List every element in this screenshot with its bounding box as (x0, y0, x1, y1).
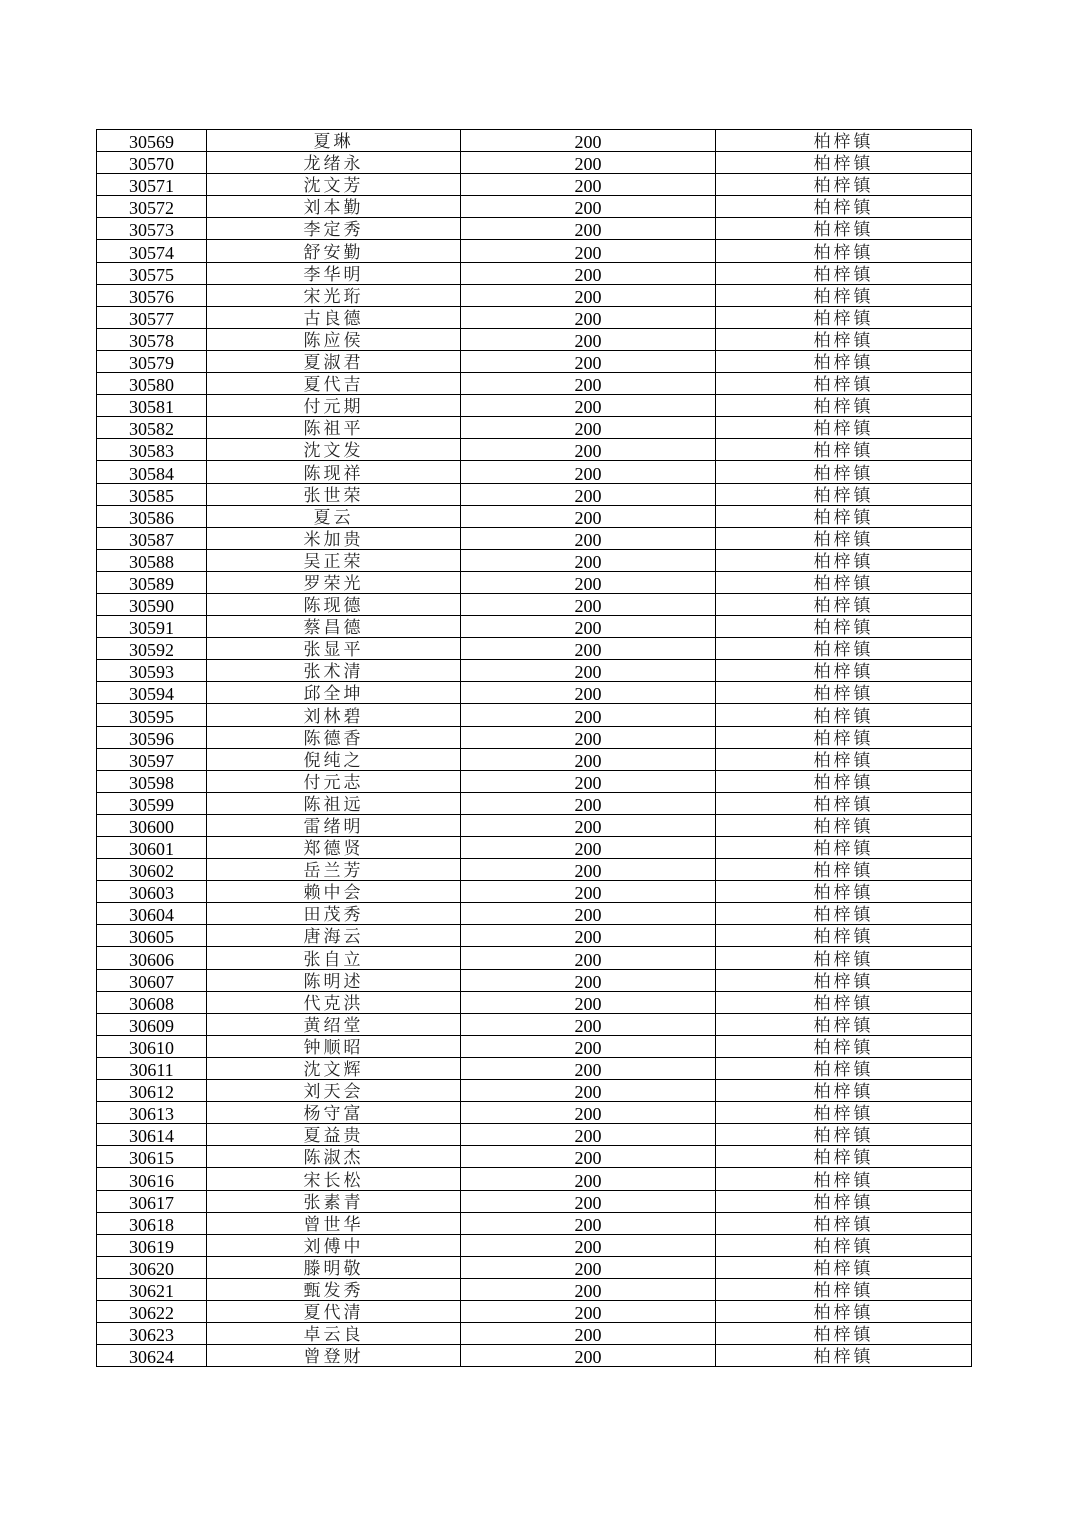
table-row (97, 726, 972, 748)
amount-cell: 200 (461, 1323, 716, 1345)
id-cell: 30593 (97, 660, 207, 682)
id-cell: 30580 (97, 373, 207, 395)
town-cell: 柏梓镇 (716, 262, 972, 284)
table-row (97, 593, 972, 615)
name-cell: 蔡昌德 (207, 616, 461, 638)
amount-cell: 200 (461, 1300, 716, 1322)
id-cell: 30572 (97, 196, 207, 218)
name-cell: 夏云 (207, 505, 461, 527)
table-row (97, 152, 972, 174)
name-cell: 夏琳 (207, 130, 461, 152)
id-cell: 30589 (97, 571, 207, 593)
id-cell: 30618 (97, 1212, 207, 1234)
name-cell: 龙绪永 (207, 152, 461, 174)
table-row (97, 1256, 972, 1278)
table-row (97, 483, 972, 505)
town-cell: 柏梓镇 (716, 1323, 972, 1345)
town-cell: 柏梓镇 (716, 859, 972, 881)
id-cell: 30619 (97, 1234, 207, 1256)
table-row (97, 770, 972, 792)
table-row (97, 748, 972, 770)
table-row (97, 174, 972, 196)
name-cell: 张术清 (207, 660, 461, 682)
name-cell: 李定秀 (207, 218, 461, 240)
town-cell: 柏梓镇 (716, 284, 972, 306)
amount-cell: 200 (461, 373, 716, 395)
table-row (97, 881, 972, 903)
town-cell: 柏梓镇 (716, 306, 972, 328)
name-cell: 宋长松 (207, 1168, 461, 1190)
id-cell: 30587 (97, 527, 207, 549)
town-cell: 柏梓镇 (716, 726, 972, 748)
id-cell: 30591 (97, 616, 207, 638)
id-cell: 30597 (97, 748, 207, 770)
amount-cell: 200 (461, 748, 716, 770)
name-cell: 黄绍堂 (207, 1013, 461, 1035)
table-row (97, 638, 972, 660)
town-cell: 柏梓镇 (716, 1080, 972, 1102)
table-row (97, 660, 972, 682)
table-row (97, 1278, 972, 1300)
table-row (97, 417, 972, 439)
id-cell: 30614 (97, 1124, 207, 1146)
id-cell: 30571 (97, 174, 207, 196)
table-row (97, 1080, 972, 1102)
amount-cell: 200 (461, 1035, 716, 1057)
table-row (97, 1300, 972, 1322)
town-cell: 柏梓镇 (716, 969, 972, 991)
id-cell: 30617 (97, 1190, 207, 1212)
table-row (97, 505, 972, 527)
name-cell: 杨守富 (207, 1102, 461, 1124)
amount-cell: 200 (461, 1345, 716, 1367)
table-row (97, 306, 972, 328)
town-cell: 柏梓镇 (716, 218, 972, 240)
town-cell: 柏梓镇 (716, 373, 972, 395)
table-row (97, 1212, 972, 1234)
amount-cell: 200 (461, 1146, 716, 1168)
name-cell: 卓云良 (207, 1323, 461, 1345)
name-cell: 舒安勤 (207, 240, 461, 262)
amount-cell: 200 (461, 1102, 716, 1124)
id-cell: 30616 (97, 1168, 207, 1190)
name-cell: 陈应侯 (207, 328, 461, 350)
town-cell: 柏梓镇 (716, 439, 972, 461)
id-cell: 30585 (97, 483, 207, 505)
amount-cell: 200 (461, 859, 716, 881)
amount-cell: 200 (461, 328, 716, 350)
town-cell: 柏梓镇 (716, 770, 972, 792)
amount-cell: 200 (461, 505, 716, 527)
town-cell: 柏梓镇 (716, 417, 972, 439)
table-row (97, 903, 972, 925)
table-row (97, 837, 972, 859)
town-cell: 柏梓镇 (716, 638, 972, 660)
id-cell: 30624 (97, 1345, 207, 1367)
id-cell: 30575 (97, 262, 207, 284)
town-cell: 柏梓镇 (716, 1300, 972, 1322)
amount-cell: 200 (461, 947, 716, 969)
table-row (97, 682, 972, 704)
town-cell: 柏梓镇 (716, 1256, 972, 1278)
town-cell: 柏梓镇 (716, 1345, 972, 1367)
amount-cell: 200 (461, 196, 716, 218)
name-cell: 郑德贤 (207, 837, 461, 859)
amount-cell: 200 (461, 571, 716, 593)
name-cell: 岳兰芳 (207, 859, 461, 881)
name-cell: 陈祖远 (207, 792, 461, 814)
id-cell: 30605 (97, 925, 207, 947)
town-cell: 柏梓镇 (716, 461, 972, 483)
amount-cell: 200 (461, 837, 716, 859)
name-cell: 雷绪明 (207, 814, 461, 836)
name-cell: 刘本勤 (207, 196, 461, 218)
town-cell: 柏梓镇 (716, 1102, 972, 1124)
amount-cell: 200 (461, 925, 716, 947)
name-cell: 陈德香 (207, 726, 461, 748)
town-cell: 柏梓镇 (716, 593, 972, 615)
id-cell: 30602 (97, 859, 207, 881)
table-row (97, 1013, 972, 1035)
table-row (97, 1323, 972, 1345)
town-cell: 柏梓镇 (716, 1234, 972, 1256)
amount-cell: 200 (461, 1278, 716, 1300)
amount-cell: 200 (461, 991, 716, 1013)
amount-cell: 200 (461, 284, 716, 306)
name-cell: 沈文芳 (207, 174, 461, 196)
id-cell: 30590 (97, 593, 207, 615)
name-cell: 沈文发 (207, 439, 461, 461)
town-cell: 柏梓镇 (716, 395, 972, 417)
amount-cell: 200 (461, 638, 716, 660)
id-cell: 30595 (97, 704, 207, 726)
id-cell: 30609 (97, 1013, 207, 1035)
table-row (97, 704, 972, 726)
name-cell: 刘天会 (207, 1080, 461, 1102)
town-cell: 柏梓镇 (716, 1124, 972, 1146)
name-cell: 沈文辉 (207, 1057, 461, 1079)
amount-cell: 200 (461, 1234, 716, 1256)
id-cell: 30577 (97, 306, 207, 328)
id-cell: 30603 (97, 881, 207, 903)
id-cell: 30596 (97, 726, 207, 748)
town-cell: 柏梓镇 (716, 1013, 972, 1035)
amount-cell: 200 (461, 1057, 716, 1079)
amount-cell: 200 (461, 262, 716, 284)
table-row (97, 130, 972, 152)
amount-cell: 200 (461, 1124, 716, 1146)
table-row (97, 1035, 972, 1057)
name-cell: 夏代清 (207, 1300, 461, 1322)
table-row (97, 925, 972, 947)
table-row (97, 328, 972, 350)
table-row (97, 262, 972, 284)
id-cell: 30578 (97, 328, 207, 350)
town-cell: 柏梓镇 (716, 748, 972, 770)
town-cell: 柏梓镇 (716, 196, 972, 218)
amount-cell: 200 (461, 1190, 716, 1212)
name-cell: 陈现德 (207, 593, 461, 615)
id-cell: 30569 (97, 130, 207, 152)
name-cell: 邱全坤 (207, 682, 461, 704)
name-cell: 甄发秀 (207, 1278, 461, 1300)
table-row (97, 1057, 972, 1079)
id-cell: 30579 (97, 350, 207, 372)
id-cell: 30570 (97, 152, 207, 174)
town-cell: 柏梓镇 (716, 483, 972, 505)
amount-cell: 200 (461, 527, 716, 549)
id-cell: 30592 (97, 638, 207, 660)
id-cell: 30581 (97, 395, 207, 417)
id-cell: 30599 (97, 792, 207, 814)
town-cell: 柏梓镇 (716, 1190, 972, 1212)
amount-cell: 200 (461, 616, 716, 638)
town-cell: 柏梓镇 (716, 814, 972, 836)
amount-cell: 200 (461, 770, 716, 792)
town-cell: 柏梓镇 (716, 1146, 972, 1168)
amount-cell: 200 (461, 1256, 716, 1278)
name-cell: 倪纯之 (207, 748, 461, 770)
town-cell: 柏梓镇 (716, 130, 972, 152)
name-cell: 张自立 (207, 947, 461, 969)
town-cell: 柏梓镇 (716, 881, 972, 903)
table-row (97, 1102, 972, 1124)
amount-cell: 200 (461, 350, 716, 372)
town-cell: 柏梓镇 (716, 616, 972, 638)
table-row (97, 991, 972, 1013)
id-cell: 30594 (97, 682, 207, 704)
id-cell: 30612 (97, 1080, 207, 1102)
name-cell: 曾世华 (207, 1212, 461, 1234)
id-cell: 30622 (97, 1300, 207, 1322)
name-cell: 罗荣光 (207, 571, 461, 593)
town-cell: 柏梓镇 (716, 350, 972, 372)
table-row (97, 350, 972, 372)
name-cell: 刘林碧 (207, 704, 461, 726)
table-row (97, 969, 972, 991)
town-cell: 柏梓镇 (716, 328, 972, 350)
town-cell: 柏梓镇 (716, 571, 972, 593)
town-cell: 柏梓镇 (716, 505, 972, 527)
id-cell: 30574 (97, 240, 207, 262)
name-cell: 张世荣 (207, 483, 461, 505)
table-row (97, 571, 972, 593)
id-cell: 30610 (97, 1035, 207, 1057)
name-cell: 宋光珩 (207, 284, 461, 306)
name-cell: 陈祖平 (207, 417, 461, 439)
town-cell: 柏梓镇 (716, 925, 972, 947)
amount-cell: 200 (461, 483, 716, 505)
table-row (97, 1168, 972, 1190)
name-cell: 夏代吉 (207, 373, 461, 395)
amount-cell: 200 (461, 395, 716, 417)
name-cell: 夏淑君 (207, 350, 461, 372)
name-cell: 钟顺昭 (207, 1035, 461, 1057)
amount-cell: 200 (461, 130, 716, 152)
town-cell: 柏梓镇 (716, 1057, 972, 1079)
amount-cell: 200 (461, 306, 716, 328)
id-cell: 30611 (97, 1057, 207, 1079)
table-row (97, 373, 972, 395)
id-cell: 30621 (97, 1278, 207, 1300)
amount-cell: 200 (461, 417, 716, 439)
table-row (97, 1345, 972, 1367)
id-cell: 30584 (97, 461, 207, 483)
amount-cell: 200 (461, 461, 716, 483)
town-cell: 柏梓镇 (716, 152, 972, 174)
town-cell: 柏梓镇 (716, 947, 972, 969)
town-cell: 柏梓镇 (716, 903, 972, 925)
name-cell: 付元志 (207, 770, 461, 792)
town-cell: 柏梓镇 (716, 1212, 972, 1234)
table-row (97, 947, 972, 969)
amount-cell: 200 (461, 969, 716, 991)
id-cell: 30598 (97, 770, 207, 792)
table-row (97, 439, 972, 461)
town-cell: 柏梓镇 (716, 792, 972, 814)
town-cell: 柏梓镇 (716, 1035, 972, 1057)
name-cell: 曾登财 (207, 1345, 461, 1367)
town-cell: 柏梓镇 (716, 240, 972, 262)
table-row (97, 859, 972, 881)
id-cell: 30582 (97, 417, 207, 439)
table-row (97, 792, 972, 814)
name-cell: 夏益贵 (207, 1124, 461, 1146)
name-cell: 代克洪 (207, 991, 461, 1013)
table-row (97, 527, 972, 549)
amount-cell: 200 (461, 1212, 716, 1234)
name-cell: 米加贵 (207, 527, 461, 549)
table-row (97, 1124, 972, 1146)
name-cell: 付元期 (207, 395, 461, 417)
name-cell: 赖中会 (207, 881, 461, 903)
table-row (97, 814, 972, 836)
amount-cell: 200 (461, 682, 716, 704)
table-row (97, 196, 972, 218)
amount-cell: 200 (461, 593, 716, 615)
id-cell: 30608 (97, 991, 207, 1013)
town-cell: 柏梓镇 (716, 1278, 972, 1300)
town-cell: 柏梓镇 (716, 682, 972, 704)
amount-cell: 200 (461, 814, 716, 836)
name-cell: 田茂秀 (207, 903, 461, 925)
town-cell: 柏梓镇 (716, 837, 972, 859)
amount-cell: 200 (461, 218, 716, 240)
id-cell: 30601 (97, 837, 207, 859)
name-cell: 陈现祥 (207, 461, 461, 483)
amount-cell: 200 (461, 792, 716, 814)
id-cell: 30586 (97, 505, 207, 527)
id-cell: 30620 (97, 1256, 207, 1278)
amount-cell: 200 (461, 881, 716, 903)
table-body (97, 130, 972, 1367)
table-row (97, 240, 972, 262)
id-cell: 30600 (97, 814, 207, 836)
id-cell: 30604 (97, 903, 207, 925)
name-cell: 吴正荣 (207, 549, 461, 571)
name-cell: 李华明 (207, 262, 461, 284)
town-cell: 柏梓镇 (716, 991, 972, 1013)
town-cell: 柏梓镇 (716, 174, 972, 196)
name-cell: 唐海云 (207, 925, 461, 947)
id-cell: 30588 (97, 549, 207, 571)
id-cell: 30576 (97, 284, 207, 306)
subsidy-table (96, 129, 972, 1367)
table-row (97, 1190, 972, 1212)
town-cell: 柏梓镇 (716, 527, 972, 549)
table-row (97, 461, 972, 483)
town-cell: 柏梓镇 (716, 660, 972, 682)
amount-cell: 200 (461, 704, 716, 726)
name-cell: 陈淑杰 (207, 1146, 461, 1168)
name-cell: 陈明述 (207, 969, 461, 991)
table-row (97, 616, 972, 638)
amount-cell: 200 (461, 549, 716, 571)
id-cell: 30613 (97, 1102, 207, 1124)
id-cell: 30615 (97, 1146, 207, 1168)
amount-cell: 200 (461, 660, 716, 682)
town-cell: 柏梓镇 (716, 704, 972, 726)
table-row (97, 549, 972, 571)
name-cell: 滕明敬 (207, 1256, 461, 1278)
id-cell: 30573 (97, 218, 207, 240)
town-cell: 柏梓镇 (716, 1168, 972, 1190)
id-cell: 30606 (97, 947, 207, 969)
name-cell: 古良德 (207, 306, 461, 328)
table-row (97, 395, 972, 417)
name-cell: 张素青 (207, 1190, 461, 1212)
amount-cell: 200 (461, 439, 716, 461)
table-row (97, 284, 972, 306)
name-cell: 刘傅中 (207, 1234, 461, 1256)
amount-cell: 200 (461, 726, 716, 748)
amount-cell: 200 (461, 174, 716, 196)
id-cell: 30583 (97, 439, 207, 461)
id-cell: 30623 (97, 1323, 207, 1345)
amount-cell: 200 (461, 1168, 716, 1190)
table-row (97, 1146, 972, 1168)
amount-cell: 200 (461, 240, 716, 262)
id-cell: 30607 (97, 969, 207, 991)
amount-cell: 200 (461, 903, 716, 925)
amount-cell: 200 (461, 1013, 716, 1035)
table-row (97, 1234, 972, 1256)
amount-cell: 200 (461, 152, 716, 174)
name-cell: 张显平 (207, 638, 461, 660)
amount-cell: 200 (461, 1080, 716, 1102)
table-row (97, 218, 972, 240)
town-cell: 柏梓镇 (716, 549, 972, 571)
